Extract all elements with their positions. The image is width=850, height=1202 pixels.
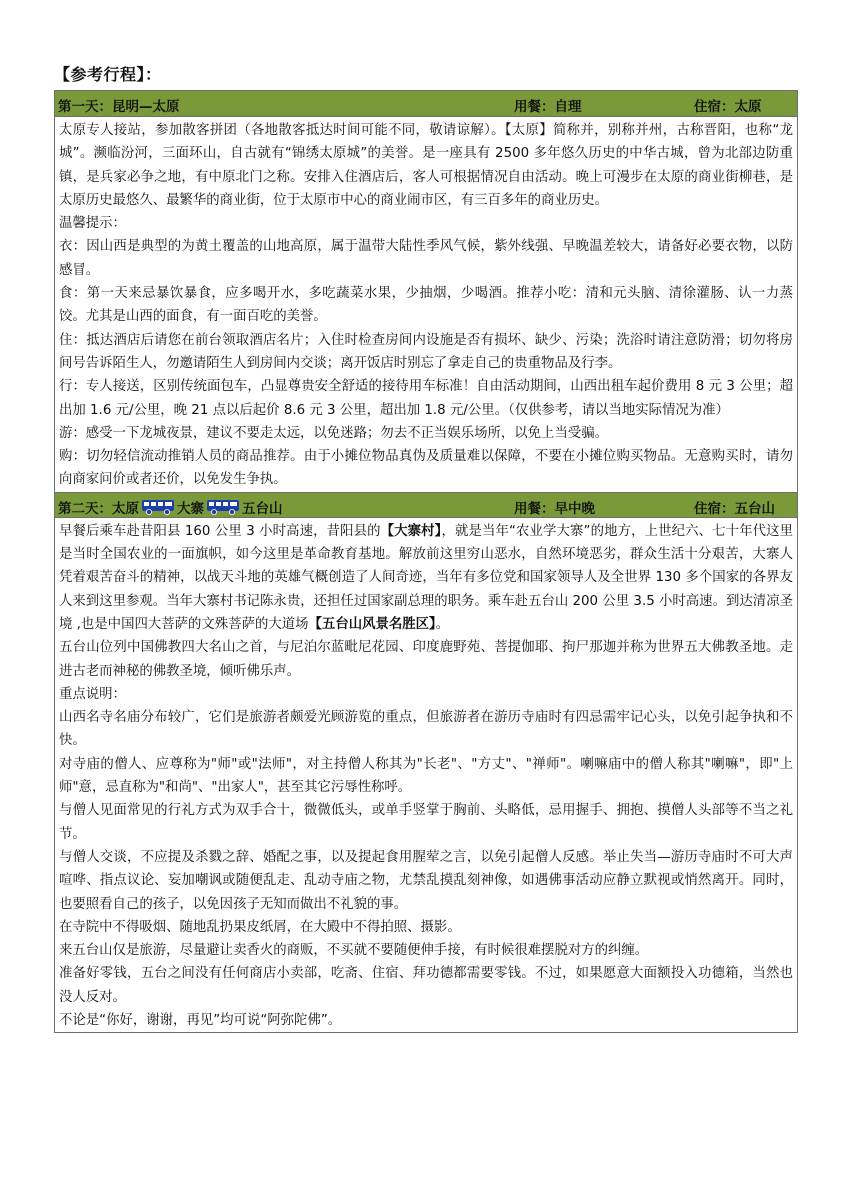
day2-note-greeting: 与僧人见面常见的行礼方式为双手合十，微微低头，或单手竖掌于胸前、头略低，忌用握手、拥抱、摸僧人头部等不当之礼节。	[59, 803, 793, 842]
day2-note-temples: 山西名寺名庙分布较广，它们是旅游者颇爱光顾游览的重点，但旅游者在游历寺庙时有四忌需牢记心头，以免引起争执和不快。	[59, 710, 793, 749]
day2-wutaishan-desc: 五台山位列中国佛教四大名山之首，与尼泊尔蓝毗尼花园、印度鹿野苑、菩提伽耶、拘尸那迦并称为世界五大佛教圣地。走进古老而神秘的佛教圣境，倾听佛乐声。	[59, 640, 793, 679]
bus-icon	[141, 498, 175, 516]
day2-intro: 早餐后乘车赴昔阳县 160 公里 3 小时高速，昔阳县的【大寨村】，就是当年“农业学大寨”的地方，上世纪六、七十年代这里是当时全国农业的一面旗帜，如今这里是革命教育基地。解放前这里穷山恶水，自然环境恶劣，群众生活十分艰苦，大寨人凭着艰苦奋斗的精神，以战天斗地的英雄气概创造了人间奇迹，当年有多位党和国家领导人及全世界 130 多个国家的各界友人来到这里参观。当年大寨村书记陈永贵，还担任过国家副总理的职务。乘车赴五台山 200 公里 3.5 小时高速。到达清凉圣境 ,也是中国四大菩萨的文殊菩萨的大道场【五台山风景名胜区】。	[59, 523, 793, 632]
day1-hotel: 住宿：太原	[694, 99, 762, 115]
day2-note-conversation: 与僧人交谈，不应提及杀戮之辞、婚配之事，以及提起食用腥荤之言，以免引起僧人反感。举止失当—游历寺庙时不可大声喧哗、指点议论、妄加嘲讽或随便乱走、乱动寺庙之物，尤禁乱摸乱刻神像，如遇佛事活动应静立默视或悄然离开。同时，也要照看自己的孩子，以免因孩子无知而做出不礼貌的事。	[59, 849, 793, 912]
day1-header	[55, 91, 797, 117]
day1-tip-transport: 行：专人接送，区别传统面包车，凸显尊贵安全舒适的接待用车标准！自由活动期间，山西出租车起价费用 8 元 3 公里；超出加 1.6 元/公里，晚 21 点以后起价 8.6 元 3 公里，超出加 1.8 元/公里。（仅供参考，请以当地实际情况为准）	[59, 379, 793, 418]
wutaishan-highlight: 【五台山风景名胜区】	[308, 616, 436, 632]
day1-tips-title: 温馨提示：	[59, 216, 126, 232]
day1-content	[55, 117, 797, 492]
day1-tip-sightseeing: 游：感受一下龙城夜景，建议不要走太远，以免迷路；勿去不正当娱乐场所，以免上当受骗。	[59, 425, 609, 441]
day2-route	[58, 497, 283, 517]
day2-meal: 用餐：早中晚	[514, 500, 595, 517]
day2-note-vendors: 来五台山仅是旅游，尽量避让卖香火的商贩，不买就不要随便伸手接，有时候很难摆脱对方的纠缠。	[59, 943, 649, 959]
page-title: 【参考行程】：	[54, 65, 162, 84]
day2-content	[55, 518, 797, 1033]
day2-note-smoking: 在寺院中不得吸烟、随地乱扔果皮纸屑，在大殿中不得拍照、摄影。	[59, 919, 461, 935]
day2-route-start: 第二天：太原	[58, 500, 139, 517]
day1-intro: 太原专人接站，参加散客拼团（各地散客抵达时间可能不同，敬请谅解）。【太原】简称并，别称并州，古称晋阳，也称“龙城”。濒临汾河，三面环山，自古就有“锦绣太原城”的美誉。是一座具有 2500 多年悠久历史的中华古城，曾为北部边防重镇，是兵家必争之地，有中原北门之称。安排入住酒店后，客人可根据情况自由活动。晚上可漫步在太原的商业街柳巷，是太原历史最悠久、最繁华的商业街，位于太原市中心的商业闹市区，有三百多年的商业历史。	[59, 123, 793, 208]
day2-hotel: 住宿：五台山	[694, 500, 775, 517]
day2-route-end: 五台山	[242, 500, 283, 517]
day1-tip-food: 食：第一天来忌暴饮暴食，应多喝开水，多吃蔬菜水果，少抽烟，少喝酒。推荐小吃：清和元头脑、清徐灌肠、认一力蒸饺。尤其是山西的面食，有一面百吃的美誉。	[59, 286, 793, 325]
day2-note-change: 准备好零钱，五台之间没有任何商店小卖部，吃斋、住宿、拜功德都需要零钱。不过，如果愿意大面额投入功德箱，当然也没人反对。	[59, 966, 793, 1005]
day2-notes-title: 重点说明：	[59, 686, 126, 702]
day2-note-address: 对寺庙的僧人、应尊称为"师"或"法师"，对主持僧人称其为"长老"、"方丈"、"禅师"。喇嘛庙中的僧人称其"喇嘛"，即"上师"意，忌直称为"和尚"、"出家人"，甚至其它污辱性称呼。	[59, 756, 793, 796]
day1-tip-lodging: 住：抵达酒店后请您在前台领取酒店名片；入住时检查房间内设施是否有损坏、缺少、污染；洗浴时请注意防滑；切勿将房间号告诉陌生人，勿邀请陌生人到房间内交谈；离开饭店时别忘了拿走自己的贵重物品及行李。	[59, 332, 793, 371]
day1-meal: 用餐：自理	[514, 99, 582, 115]
day2-header	[55, 492, 797, 518]
dazhai-village-highlight: 【大寨村】	[380, 523, 442, 539]
day2-route-mid: 大寨	[177, 500, 204, 517]
day1-route: 第一天：昆明—太原	[58, 99, 180, 115]
day1-tip-shopping: 购：切勿轻信流动推销人员的商品推荐。由于小摊位物品真伪及质量难以保障，不要在小摊位购买物品。无意购买时，请勿向商家问价或者还价，以免发生争执。	[59, 449, 793, 488]
day2-note-amitabha: 不论是“你好，谢谢，再见”均可说“阿弥陀佛”。	[59, 1012, 342, 1028]
itinerary-table	[54, 90, 798, 1033]
day1-tip-clothing: 衣：因山西是典型的为黄土覆盖的山地高原，属于温带大陆性季风气候，紫外线强、早晚温差较大，请备好必要衣物，以防感冒。	[59, 239, 793, 278]
bus-icon	[206, 498, 240, 516]
